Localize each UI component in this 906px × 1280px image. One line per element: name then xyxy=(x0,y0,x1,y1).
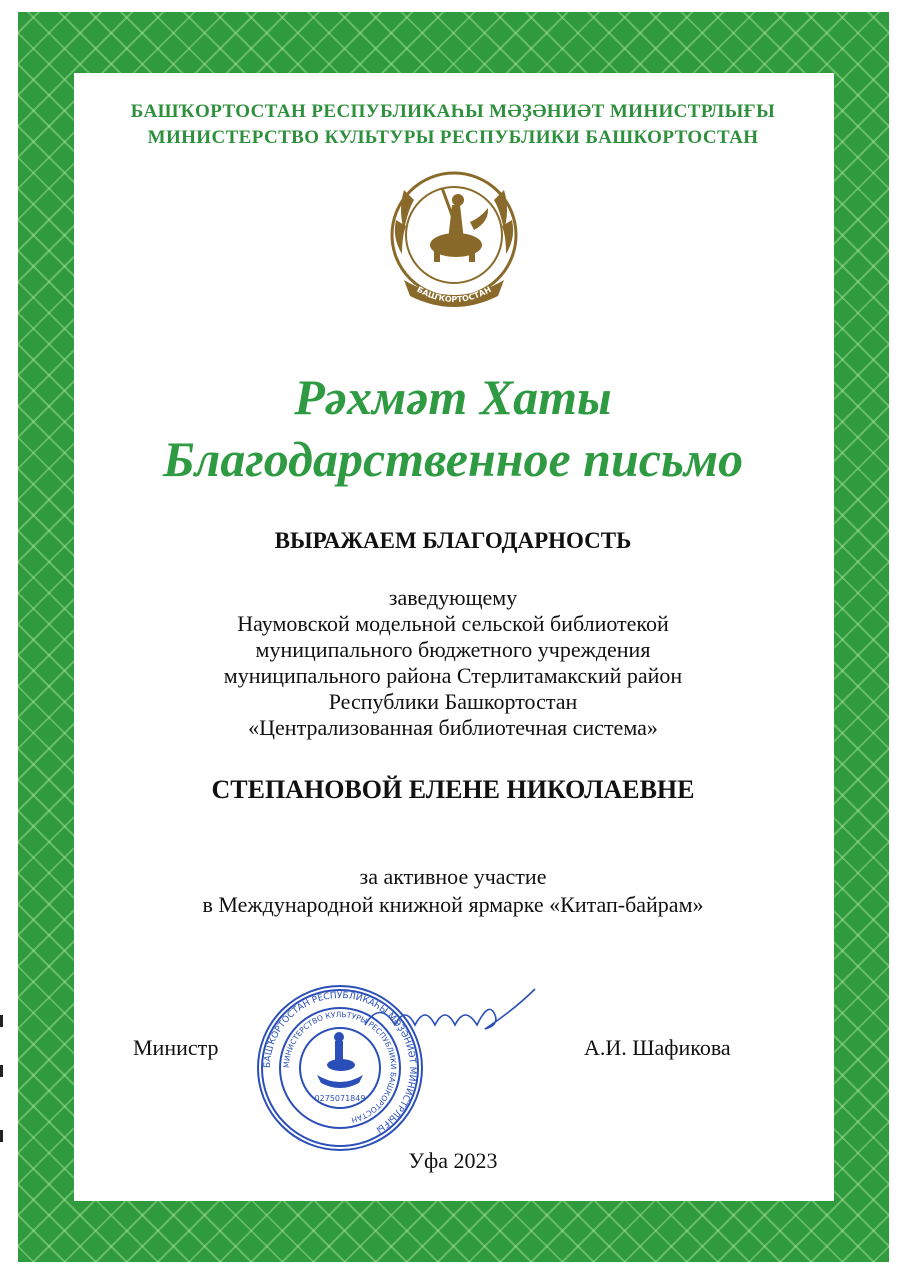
body-line: муниципального бюджетного учреждения xyxy=(255,637,651,662)
body-line: муниципального района Стерлитамакский район xyxy=(223,663,683,688)
signatory-name: А.И. Шафикова xyxy=(584,1035,731,1060)
seal-outer-text: БАШҠОРТОСТАН РЕСПУБЛИКАҺЫ МӘҘӘНИӘТ МИНИСТРЛЫҒЫ xyxy=(262,990,418,1135)
body-line: Республики Башкортостан xyxy=(328,689,578,714)
bashkortostan-coat-of-arms-icon xyxy=(374,160,534,330)
signatory-position: Министр xyxy=(133,1035,219,1060)
title-bashkir: Рәхмәт Хаты xyxy=(294,369,612,425)
ministry-name-bashkir: БАШҠОРТОСТАН РЕСПУБЛИКАҺЫ МӘҘӘНИӘТ МИНИСТРЛЫҒЫ xyxy=(130,101,776,122)
scan-margin-mark xyxy=(0,1065,3,1077)
seal-inner-text: МИНИСТЕРСТВО КУЛЬТУРЫ РЕСПУБЛИКИ БАШКОРТОСТАН xyxy=(281,1009,399,1125)
place-and-year: Уфа 2023 xyxy=(408,1148,498,1173)
body-line: «Централизованная библиотечная система» xyxy=(248,715,658,740)
emblem-ribbon-text: БАШҠОРТОСТАН xyxy=(415,284,493,305)
seal-number: 0275071849 xyxy=(314,1094,366,1103)
title-russian: Благодарственное письмо xyxy=(162,431,744,487)
scan-margin-mark xyxy=(0,1130,3,1142)
ministry-name-russian: МИНИСТЕРСТВО КУЛЬТУРЫ РЕСПУБЛИКИ БАШКОРТОСТАН xyxy=(147,127,759,148)
handwritten-signature xyxy=(355,985,550,1045)
scan-margin-mark xyxy=(0,1015,3,1027)
reason-line: в Международной книжной ярмарке «Китап-байрам» xyxy=(202,892,704,917)
reason-line: за активное участие xyxy=(359,864,547,889)
recipient-name: СТЕПАНОВОЙ ЕЛЕНЕ НИКОЛАЕВНЕ xyxy=(211,775,695,804)
body-line: заведующему xyxy=(388,585,518,610)
gratitude-heading: ВЫРАЖАЕМ БЛАГОДАРНОСТЬ xyxy=(274,528,632,553)
body-line: Наумовской модельной сельской библиотекой xyxy=(237,611,669,636)
